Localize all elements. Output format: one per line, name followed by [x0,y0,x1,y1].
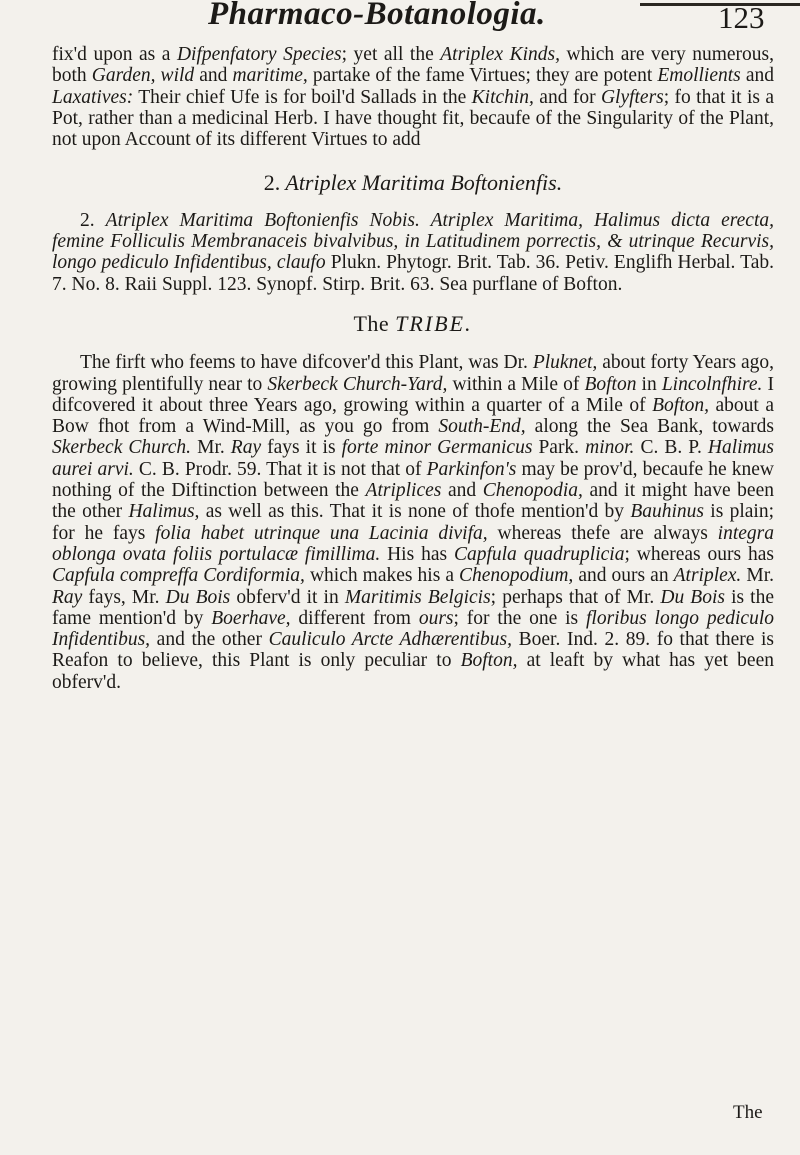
page-number: 123 [718,0,765,35]
paragraph-intro: fix'd upon as a Difpenfatory Species; yet all the Atriplex Kinds, which are very numerous, both Garden, wild and maritime, partake of the fame Virtues; they are potent Emollients and Laxatives: Their chief Ufe is for boil'd Sallads in the Kitchin, and for Glyfters; fo that it is a Pot, rather than a medicinal Herb. I have thought fit, becaufe of the Singularity of the Plant, not upon Account of its different Virtues to add [52,44,775,151]
catchword: The [733,1102,763,1123]
section-heading: 2. Atriplex Maritima Boftonienfis. [263,170,563,196]
paragraph-tribe: The firft who feems to have difcover'd this Plant, was Dr. Pluknet, about forty Years ago, growing plentifully near to Skerbeck Church-Yard, within a Mile of Bofton in Lincolnfhire. I difcovered it about three Years ago, growing within a quarter of a Mile of Bofton, about a Bow fhot from a Wind-Mill, as you go from South-End, along the Sea Bank, towards Skerbeck Church. Mr. Ray fays it is forte minor Germanicus Park. minor. C. B. P. Halimus aurei arvi. C. B. Prodr. 59. That it is not that of Parkinfon's may be prov'd, becaufe he knew nothing of the Diftinction between the Atriplices and Chenopodia, and it might have been the other Halimus, as well as this. That it is none of thofe mention'd by Bauhinus is plain; for he fays folia habet utrinque una Lacinia divifa, whereas thefe are always integra oblonga ovata foliis portulacæ fimillima. His has Capfula quadruplicia; whereas ours has Capfula compreffa Cordiformia, which makes his a Chenopodium, and ours an Atriplex. Mr. Ray fays, Mr. Du Bois obferv'd it in Maritimis Belgicis; perhaps that of Mr. Du Bois is the fame mention'd by Boerhave, different from ours; for the one is floribus longo pediculo Infidentibus, and the other Cauliculo Arcte Adhærentibus, Boer. Ind. 2. 89. fo that there is Reafon to believe, this Plant is only peculiar to Bofton, at leaft by what has yet been obferv'd. [52,352,775,693]
tribe-subheading: The TRIBE. [353,310,473,336]
body-text [52,44,774,693]
paragraph-synonyms: 2. Atriplex Maritima Boftonienfis Nobis. Atriplex Maritima, Halimus dicta erecta, femine Folliculis Membranaceis bivalvibus, in Latitudinem porrectis, & utrinque Recurvis, longo pediculo Infidentibus, claufo Plukn. Phytogr. Brit. Tab. 36. Petiv. Englifh Herbal. Tab. 7. No. 8. Raii Suppl. 123. Synopf. Stirp. Brit. 63. Sea purflane of Bofton. [52,209,775,295]
running-title: Pharmaco-Botanologia. [208,0,546,32]
running-head [0,0,800,48]
